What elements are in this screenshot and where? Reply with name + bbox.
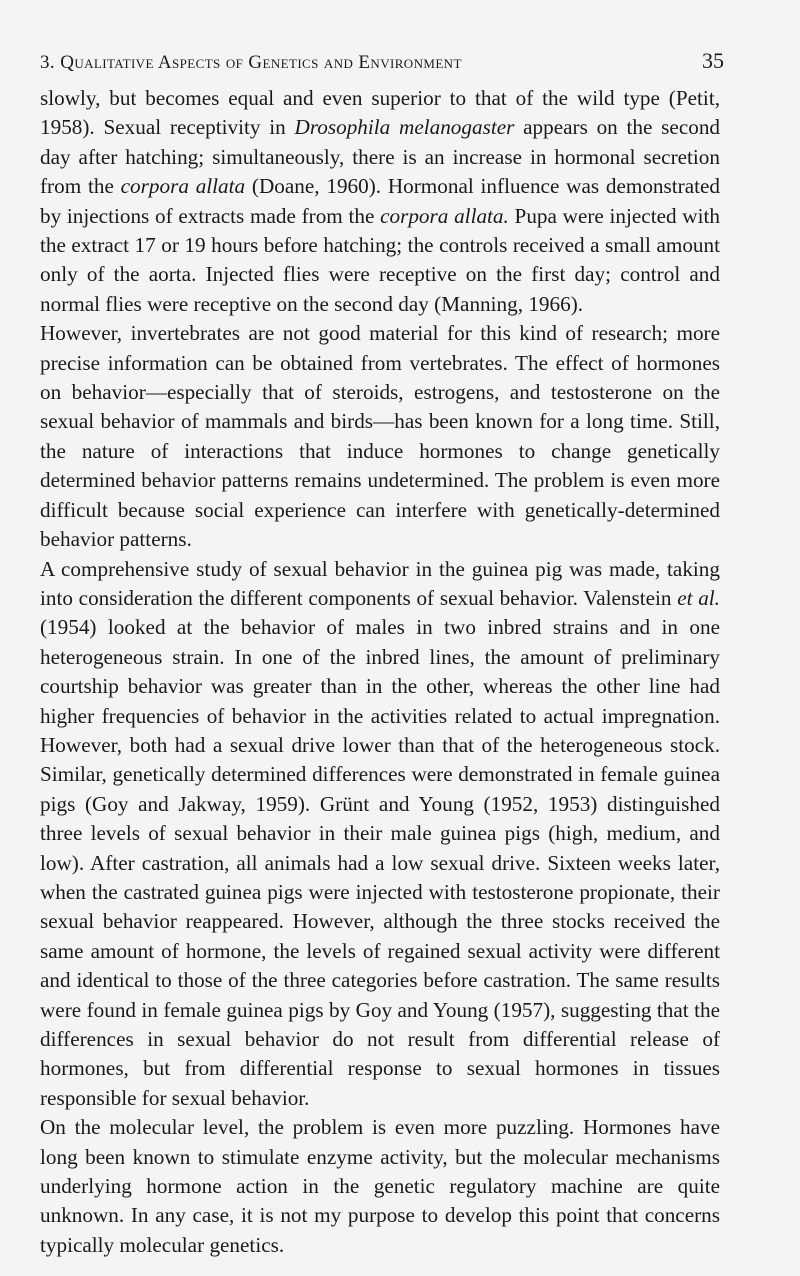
anatomy-term: corpora allata <box>120 174 246 199</box>
text-span: However, invertebrates are not good material for this kind of research; more precise information can be obtained from vertebrates. The effect of hormones on behavior—especially that of steroids, estrogens, and testosterone on the sexual behavior of mammals and birds—has been known for a long time. Still, the nature of interactions that induce hormones to change genetically determined behavior patterns remains undetermined. The problem is even more difficult because social experience can interfere with genetically-determined behavior patterns. <box>40 321 720 552</box>
paragraph-2 <box>40 319 720 554</box>
body-text <box>40 84 720 1260</box>
species-name: Drosophila melanogaster <box>294 115 515 140</box>
running-title: 3. Qualitative Aspects of Genetics and Environment <box>40 52 462 73</box>
text-span: (Doane, 1960). Hormonal influence was demonstrated by injections of extracts made from the <box>40 174 721 228</box>
text-span: (1954) looked at the behavior of males in two inbred strains and in one heterogeneous strain. In one of the inbred lines, the amount of preliminary courtship behavior was greater than in the other, whereas the other line had higher frequencies of behavior in the activities related to actual impregnation. However, both had a sexual drive lower than that of the heterogeneous stock. Similar, genetically determined differences were demonstrated in female guinea pigs (Goy and Jakway, 1959). Grünt and Young (1952, 1953) distinguished three levels of sexual behavior in their male guinea pigs (high, medium, and low). After castration, all animals had a low sexual drive. Sixteen weeks later, when the castrated guinea pigs were injected with testosterone propionate, their sexual behavior reappeared. However, although the three stocks received the same amount of hormone, the levels of regained sexual activity were different and identical to those of the three categories before castration. The same results were found in female guinea pigs by Goy and Young (1957), suggesting that the differences in sexual behavior do not result from differential release of hormones, but from differential response to sexual hormones in tissues responsible for sexual behavior. <box>40 615 720 1110</box>
book-page <box>40 48 724 1260</box>
paragraph-4 <box>40 1113 720 1260</box>
text-span: Pupa were injected with the extract 17 or 19 hours before hatching; the controls received a small amount only of the aorta. Injected flies were receptive on the first day; control and normal flies were receptive on the second day (Manning, 1966). <box>40 203 720 316</box>
paragraph-3 <box>40 555 720 1114</box>
paragraph-1 <box>40 84 720 319</box>
page-number: 35 <box>702 48 724 73</box>
text-span: A comprehensive study of sexual behavior in the guinea pig was made, taking into consideration the different components of sexual behavior. Valenstein <box>40 556 720 610</box>
text-span: appears on the second day after hatching; simultaneously, there is an increase in hormonal secretion from the <box>40 115 721 199</box>
running-head <box>40 48 724 78</box>
text-span: On the molecular level, the problem is even more puzzling. Hormones have long been known to stimulate enzyme activity, but the molecular mechanisms underlying hormone action in the genetic regulatory machine are quite unknown. In any case, it is not my purpose to develop this point that concerns typically molecular genetics. <box>40 1115 720 1257</box>
text-span: slowly, but becomes equal and even superior to that of the wild type (Petit, 1958). Sexual receptivity in <box>40 86 720 140</box>
anatomy-term: corpora allata. <box>380 203 509 228</box>
citation-etal: et al. <box>677 585 720 610</box>
